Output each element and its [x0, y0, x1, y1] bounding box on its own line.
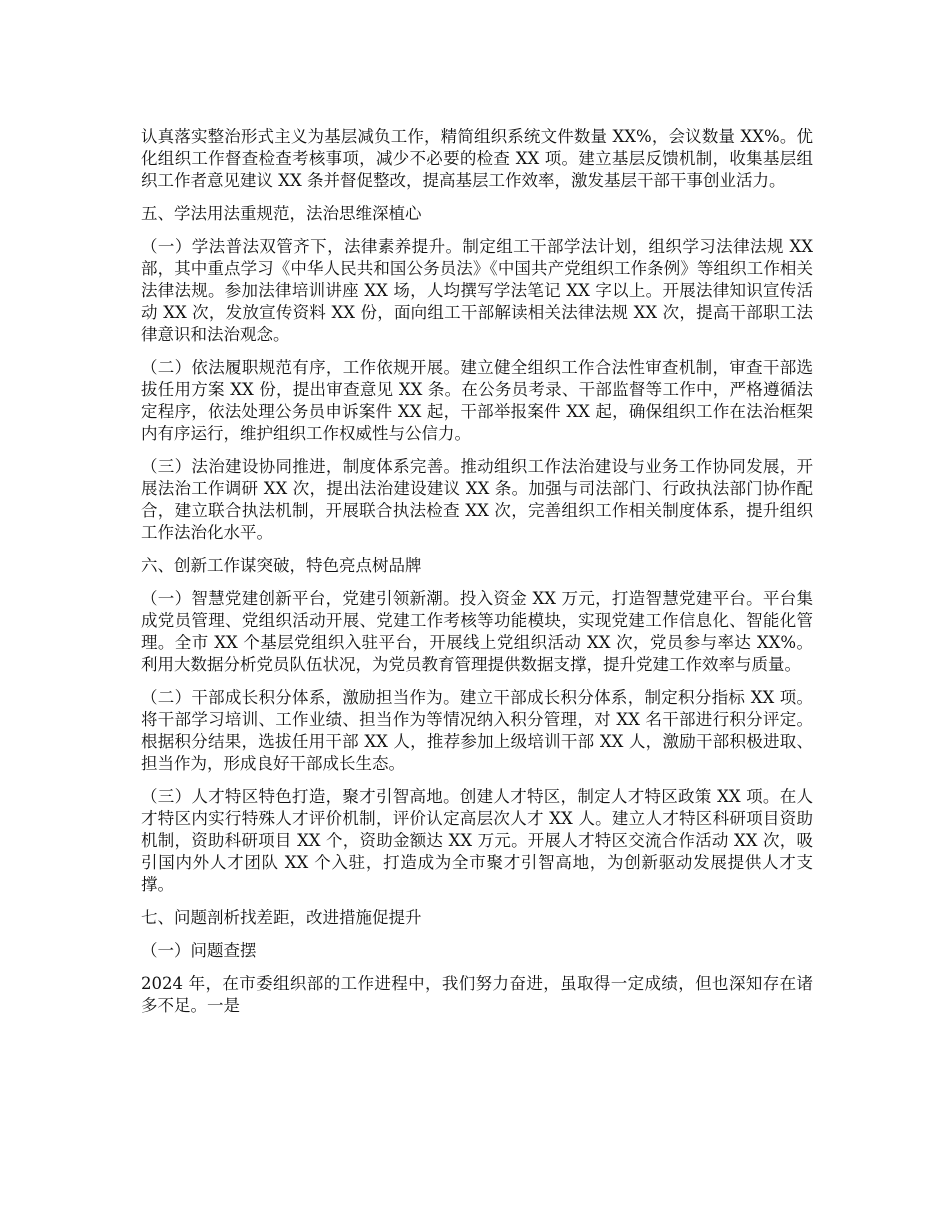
paragraph-7-1: 2024 年，在市委组织部的工作进程中，我们努力奋进，虽取得一定成绩，但也深知存在诸多不足。一是 — [141, 974, 813, 1015]
paragraph-5-2: （二）依法履职规范有序，工作依规开展。建立健全组织工作合法性审查机制，审查干部选拔任用方案 XX 份，提出审查意见 XX 条。在公务员考录、干部监督等工作中，严格遵循法定程序，依法处理公务员申诉案件 XX 起，干部举报案件 XX 起，确保组织工作在法治框架内有序运行，维护组织工作权威性与公信力。 — [141, 358, 813, 443]
document-body — [141, 126, 813, 1028]
paragraph-5-1: （一）学法普法双管齐下，法律素养提升。制定组工干部学法计划，组织学习法律法规 XX 部，其中重点学习《中华人民共和国公务员法》《中国共产党组织工作条例》等组织工作相关法律法规。参加法律培训讲座 XX 场，人均撰写学法笔记 XX 字以上。开展法律知识宣传活动 XX 次，发放宣传资料 XX 份，面向组工干部解读相关法律法规 XX 次，提高干部职工法律意识和法治观念。 — [141, 237, 813, 344]
section-heading-5: 五、学法用法重规范，法治思维深植心 — [141, 204, 422, 223]
paragraph-6-3: （三）人才特区特色打造，聚才引智高地。创建人才特区，制定人才特区政策 XX 项。在人才特区内实行特殊人才评价机制，评价认定高层次人才 XX 人。建立人才特区科研项目资助机制，资助科研项目 XX 个，资助金额达 XX 万元。开展人才特区交流合作活动 XX 次，吸引国内外人才团队 XX 个入驻，打造成为全市聚才引智高地，为创新驱动发展提供人才支撑。 — [141, 787, 813, 894]
section-heading-7: 七、问题剖析找差距，改进措施促提升 — [141, 908, 422, 927]
section-heading-6: 六、创新工作谋突破，特色亮点树品牌 — [141, 556, 422, 575]
paragraph-6-1: （一）智慧党建创新平台，党建引领新潮。投入资金 XX 万元，打造智慧党建平台。平台集成党员管理、党组织活动开展、党建工作考核等功能模块，实现党建工作信息化、智能化管理。全市 XX 个基层党组织入驻平台，开展线上党组织活动 XX 次，党员参与率达 XX%。利用大数据分析党员队伍状况，为党员教育管理提供数据支撑，提升党建工作效率与质量。 — [141, 589, 813, 674]
paragraph-5-3: （三）法治建设协同推进，制度体系完善。推动组织工作法治建设与业务工作协同发展，开展法治工作调研 XX 次，提出法治建设建议 XX 条。加强与司法部门、行政执法部门协作配合，建立联合执法机制，开展联合执法检查 XX 次，完善组织工作相关制度体系，提升组织工作法治化水平。 — [141, 457, 813, 542]
subsection-heading-7-1: （一）问题查摆 — [141, 941, 257, 960]
paragraph-reduce-burden: 认真落实整治形式主义为基层减负工作，精简组织系统文件数量 XX%，会议数量 XX%。优化组织工作督查检查考核事项，减少不必要的检查 XX 项。建立基层反馈机制，收集基层组织工作者意见建议 XX 条并督促整改，提高基层工作效率，激发基层干部干事创业活力。 — [141, 127, 813, 190]
paragraph-6-2: （二）干部成长积分体系，激励担当作为。建立干部成长积分体系，制定积分指标 XX 项。将干部学习培训、工作业绩、担当作为等情况纳入积分管理，对 XX 名干部进行积分评定。根据积分结果，选拔任用干部 XX 人，推荐参加上级培训干部 XX 人，激励干部积极进取、担当作为，形成良好干部成长生态。 — [141, 688, 813, 773]
